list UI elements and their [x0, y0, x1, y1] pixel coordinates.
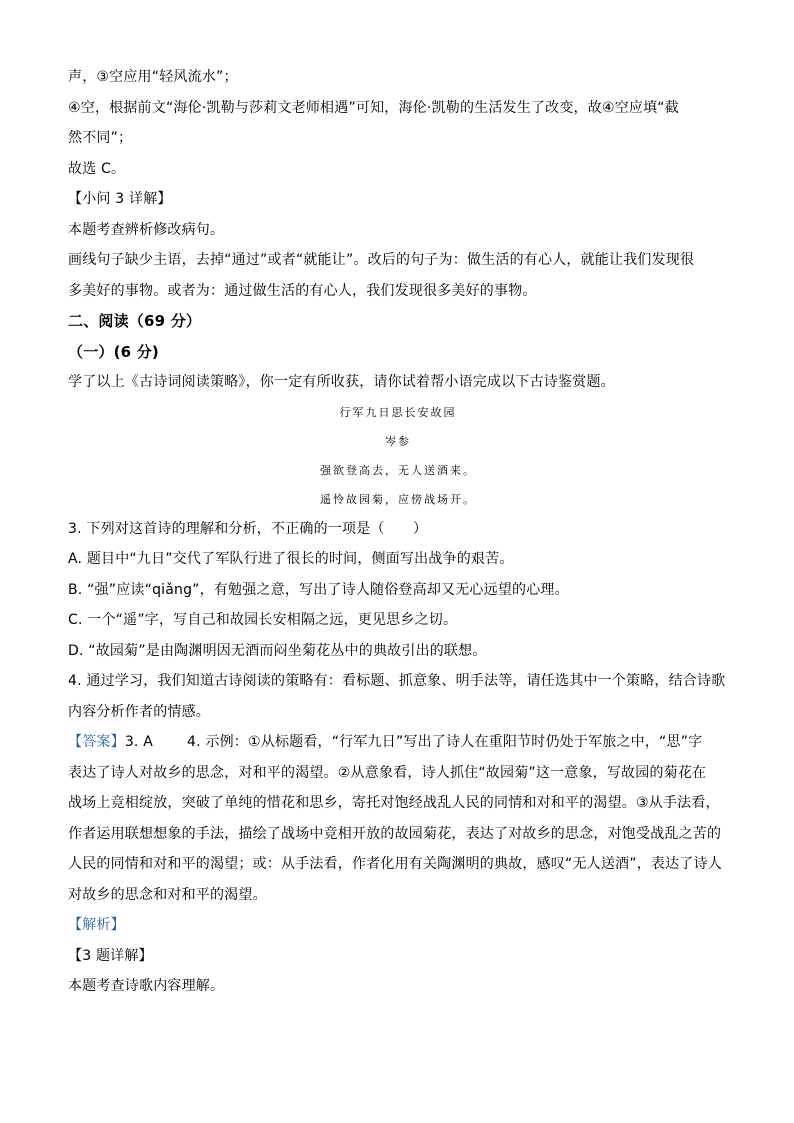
question-3-stem: 3. 下列对这首诗的理解和分析，不正确的一项是（ ）: [68, 520, 428, 537]
poem-line: 强欲登高去，无人送酒来。: [320, 463, 476, 477]
text-line: 多美好的事物。或者为：通过做生活的有心人，我们发现很多美好的事物。: [68, 282, 537, 299]
answer-q3: 3. A: [124, 734, 153, 750]
subquestion-label: 【小问 3 详解】: [68, 191, 172, 207]
analysis-sub-label: 【3 题详解】: [68, 947, 153, 964]
question-4-line: 内容分析作者的情感。: [68, 703, 210, 720]
poem-title: 行军九日思长安故园: [339, 405, 457, 419]
intro-text: 学了以上《古诗词阅读策略》，你一定有所收获，请你试着帮小语完成以下古诗鉴赏题。: [68, 374, 615, 390]
answer-label: 【答案】: [68, 734, 125, 750]
text-line: 本题考查辨析修改病句。: [68, 221, 225, 238]
answer-q4-prefix: 4. 示例：①从标题看，“行军九日”写出了诗人在重阳节时仍处于军旅之中，“思”字: [187, 734, 703, 750]
answer-line: 人民的同情和对和平的渴望；或：从手法看，作者化用有关陶渊明的典故，感叹“无人送酒”，表达了诗人: [68, 856, 722, 872]
question-3-option-b: B. “强”应读“qiǎng”，有勉强之意，写出了诗人随俗登高却又无心远望的心理。: [68, 581, 569, 598]
question-4-line: 4. 通过学习，我们知道古诗阅读的策略有：看标题、抓意象、明手法等，请任选其中一个策略，结合诗歌: [68, 673, 726, 689]
answer-line: 战场上竞相绽放，突破了单纯的惜花和思乡，寄托对饱经战乱人民的同情和对和平的渴望。③从手法看，: [68, 795, 720, 811]
text-line: 画线句子缺少主语，去掉“通过”或者“就能让”。改后的句子为：做生活的有心人，就能让我们发现很: [68, 252, 695, 268]
section-heading: 二、阅读（69 分）: [68, 312, 202, 330]
answer-first-line: [68, 727, 728, 758]
question-3-option-c: C. 一个“遥”字，写自己和故园长安相隔之远，更见思乡之切。: [68, 612, 458, 628]
text-line: 声，③空应用“轻风流水”；: [68, 69, 238, 85]
subsection-heading: （一）(6 分): [68, 342, 159, 361]
poem-line: 遥怜故园菊，应傍战场开。: [320, 492, 476, 506]
answer-line: 对故乡的思念和对和平的渴望。: [68, 886, 267, 903]
analysis-label: 【解析】: [68, 917, 125, 933]
document-page: [68, 62, 728, 1002]
answer-line: 作者运用联想想象的手法，描绘了战场中竞相开放的故园菊花，表达了对故乡的思念，对饱受战乱之苦的: [68, 825, 722, 842]
text-line: ④空，根据前文“海伦·凯勒与莎莉文老师相遇”可知，海伦·凯勒的生活发生了改变，故④空应填“截: [68, 99, 679, 116]
analysis-text: 本题考查诗歌内容理解。: [68, 978, 225, 994]
text-line: 故选 C。: [68, 160, 126, 177]
question-3-option-a: A. 题目中“九日”交代了军队行进了很长的时间，侧面写出战争的艰苦。: [68, 551, 514, 567]
text-line: 然不同”；: [68, 130, 133, 146]
answer-line: 表达了诗人对故乡的思念，对和平的渴望。②从意象看，诗人抓住“故园菊”这一意象，写故园的菊花在: [68, 764, 707, 781]
poem-author: 岑参: [385, 434, 411, 448]
question-3-option-d: D. “故园菊”是由陶渊明因无酒而闷坐菊花丛中的典故引出的联想。: [68, 642, 487, 659]
